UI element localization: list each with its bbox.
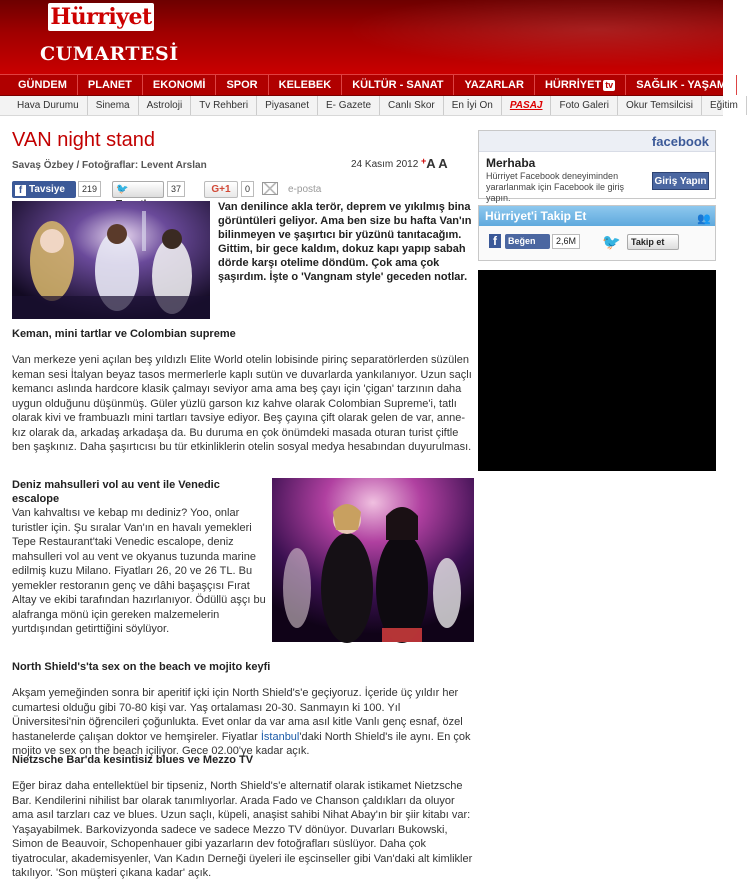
nav-hurriyet-tv[interactable] xyxy=(535,75,626,95)
article-date: 24 Kasım 2012 xyxy=(351,159,419,170)
subnav-foto-galeri[interactable]: Foto Galeri xyxy=(551,96,617,115)
facebook-login-box xyxy=(478,130,716,203)
gplus-share-count: 0 xyxy=(241,181,254,197)
section-heading: Nietzsche Bar'da kesintisiz blues ve Mezzo TV xyxy=(12,754,254,766)
twitter-follow-button[interactable] xyxy=(627,234,679,250)
subnav-sinema[interactable]: Sinema xyxy=(88,96,139,115)
section-nietzsche xyxy=(12,753,474,881)
share-row xyxy=(12,181,474,199)
nav-planet[interactable]: PLANET xyxy=(78,75,143,95)
font-size-controls[interactable] xyxy=(421,156,448,171)
subnav-pasaj[interactable]: PASAJ xyxy=(502,96,552,115)
nav-gundem[interactable]: GÜNDEM xyxy=(0,75,78,95)
follow-title: Hürriyet'i Takip Et xyxy=(485,209,587,223)
twitter-share-button[interactable] xyxy=(112,181,164,198)
subnav-e-gazete[interactable]: E- Gazete xyxy=(318,96,380,115)
subnav-egitim[interactable]: Eğitim xyxy=(702,96,747,115)
advertisement-block[interactable] xyxy=(478,270,716,471)
like-label: Beğen xyxy=(508,236,536,246)
section-body: Eğer biraz daha entellektüel bir tipseniz, North Shield's'e alternatif olarak istikamet Nietzsche Bar. Kendilerini nihilist bar olarak tanımlıyorlar. Arada Fado ve Chanson çaldıkları da oluyor ama asıl tarzları caz ve blues. Uzun saçlı, küpeli, anaşist sahibi Nihat Abay'ın bir şiir kitabı var: Yaşayabilmek. Barkovizyonda sadece ve sadece Mezzo TV dönüyor. Duvarları Bukowski, Simon de Beauvoir, Schopenhauer gibi yazarların dev fotoğrafları süslüyor. Daha çok tiyatrocular, akademisyenler, Van Kadın Derneği üyeleri ile eşcinseller gibi Van'daki alt kimlikler takılıyor. 'Son müşteri çıkana kadar' açık. xyxy=(12,780,473,879)
hurriyet-logo[interactable]: Hürriyet xyxy=(48,3,154,31)
facebook-greeting: Merhaba xyxy=(486,156,536,170)
follow-box xyxy=(478,205,716,261)
section-body xyxy=(12,686,474,759)
facebook-share-count: 219 xyxy=(78,181,101,197)
follow-box-header xyxy=(479,206,715,226)
section-heading: Deniz mahsulleri vol au vent ile Venedic escalope xyxy=(12,479,220,505)
section-body: Van merkeze yeni açılan beş yıldızlı Elite World otelin lobisinde pirinç separatörlerden süzülen keman sesi İtalyan beyaz tasos mermerlerle kaplı sutün ve duvarlarda yankılanıyor. Uzun saçlı kemancı aslında hardcore klasik çalmayı seviyor ama ama beş çayı için 'çigan' tarzının daha uygun olduğunu düşünmüş. Güler yüzlü garson kız kahve olarak Colombian Supreme'i, tatlı olarak kivi ve frambuazlı mini tartları tavsiye ediyor. Beş çayına çift olarak gelen de var, anne-kız olarak da, arkadaş arkadaşa da. Bu duruma en çok önümdeki masada oturan turist çiftle ben şaşkınız. Daha şaşırtıcısı bu tür etkinliklerin otelin sosyal medya hesabından duyurulması. xyxy=(12,354,472,453)
subnav-canli-skor[interactable]: Canlı Skor xyxy=(380,96,444,115)
section-heading: North Shield's'ta sex on the beach ve mojito keyfi xyxy=(12,661,271,673)
nav-hurriyet-label: HÜRRİYET xyxy=(544,79,602,91)
facebook-icon: f xyxy=(489,234,501,248)
party-photo-2-image xyxy=(272,478,474,642)
section-body-text-1: Akşam yemeğinden sonra bir aperitif içki için North Shield's'e geçiyoruz. İçeride üç yıldır her cumartesi olduğu gibi 70-80 kişi var. Yaş ortalaması 20-30. Sanmayın ki 100. Yıl Üniversitesi'nin öğrencileri çoğunlukta. Evet onlar da var ama asıl kitle Vanlı genç esnaf, özel hastanelerde çalışan doktor ve hemşireler. Fiyatlar xyxy=(12,687,463,743)
facebook-login-button[interactable]: Giriş Yapın xyxy=(652,172,709,190)
facebook-share-label: Tavsiye xyxy=(29,184,65,195)
section-north-shields xyxy=(12,660,474,759)
byline-row xyxy=(12,156,474,173)
section-keman xyxy=(12,327,474,455)
party-photo-1-image xyxy=(12,201,210,319)
font-plus-icon: + xyxy=(421,156,427,166)
facebook-box-header xyxy=(479,131,715,152)
facebook-icon: f xyxy=(15,185,26,196)
site-header xyxy=(0,0,723,74)
twitter-follow-label: Takip et xyxy=(631,237,665,247)
subnav-en-iyi-on[interactable]: En İyi On xyxy=(444,96,502,115)
people-icon: 👥 xyxy=(697,213,711,225)
facebook-like-button[interactable] xyxy=(505,234,550,249)
nav-ekonomi[interactable]: EKONOMİ xyxy=(143,75,217,95)
subnav-okur-temsilcisi[interactable]: Okur Temsilcisi xyxy=(618,96,702,115)
byline: Savaş Özbey / Fotoğraflar: Levent Arslan xyxy=(12,160,207,171)
sub-nav xyxy=(0,96,738,116)
subnav-piyasanet[interactable]: Piyasanet xyxy=(257,96,318,115)
nav-yazarlar[interactable]: YAZARLAR xyxy=(454,75,535,95)
party-photo-2[interactable] xyxy=(272,478,474,642)
article-intro: Van denilince akla terör, deprem ve yıkılmış bina görüntüleri geliyor. Ama ben size bu hafta Van'ın bilinmeyen ve şaşırtıcı bir yüzünü tanıtacağım. Gittim, bir gece kaldım, dokuz kapı yapıp sabah dörde karşı otelime döndüm. Çok ama çok şaşırdım. İşte o 'Vangnam style' geceden notlar. xyxy=(218,201,472,283)
section-heading: Keman, mini tartlar ve Colombian supreme xyxy=(12,328,236,340)
gplus-share-button[interactable]: G+1 xyxy=(204,181,238,198)
email-share-label: e-posta xyxy=(288,184,322,195)
header-glow xyxy=(303,0,723,74)
envelope-icon xyxy=(262,182,278,195)
subnav-astroloji[interactable]: Astroloji xyxy=(139,96,192,115)
facebook-message: Hürriyet Facebook deneyiminden yararlanmak için Facebook ile giriş yapın. xyxy=(486,171,625,203)
istanbul-link[interactable]: İstanbul xyxy=(260,730,300,743)
twitter-share-count: 37 xyxy=(167,181,185,197)
email-share-link[interactable] xyxy=(262,181,321,198)
party-photo-1[interactable] xyxy=(12,201,210,319)
facebook-like-count: 2,6M xyxy=(552,234,580,249)
section-deniz xyxy=(12,478,267,637)
facebook-share-button[interactable] xyxy=(12,181,76,198)
article-title: VAN night stand xyxy=(12,129,156,151)
nav-saglik-yasam[interactable]: SAĞLIK - YAŞAM xyxy=(626,75,737,95)
nav-kelebek[interactable]: KELEBEK xyxy=(269,75,343,95)
subnav-tv-rehberi[interactable]: Tv Rehberi xyxy=(191,96,257,115)
edition-title: CUMARTESİ xyxy=(40,43,179,65)
article xyxy=(12,128,474,879)
section-body: Van kahvaltısı ve kebap mı dediniz? Yoo, onlar turistler için. Şu sıralar Van'ın en havalı yemekleri Tepe Restaurant'taki Venedic escalope, deniz mahsulleri vol au vent ve okyanus tuzunda marine edilmiş kuzu Milano. Fiyatları 26, 20 ve 26 TL. Bu yemekler restoranın genç ve dâhi başaşçısı Fırat Altay ve ekibi tarafından hazırlanıyor. Ödüllü aşçı bu alafranga mönü için gereken malzemelerin yurtdışından getirttiğini söylüyor. xyxy=(12,507,266,635)
twitter-bird-icon: 🐦 xyxy=(602,234,621,251)
subnav-hava-durumu[interactable]: Hava Durumu xyxy=(0,96,88,115)
twitter-bird-icon: 🐦 xyxy=(116,184,129,195)
section-body-text-2: 'daki North Shield's ile aynı. En çok mojito ve sex on the beach içiliyor. Gece 02.00'ye kadar açık. xyxy=(12,730,471,757)
tv-badge: tv xyxy=(605,80,614,90)
main-nav xyxy=(0,74,727,96)
nav-kultur-sanat[interactable]: KÜLTÜR - SANAT xyxy=(342,75,454,95)
nav-spor[interactable]: SPOR xyxy=(216,75,268,95)
font-size-label: A A xyxy=(426,156,448,171)
facebook-brand: facebook xyxy=(651,134,709,149)
